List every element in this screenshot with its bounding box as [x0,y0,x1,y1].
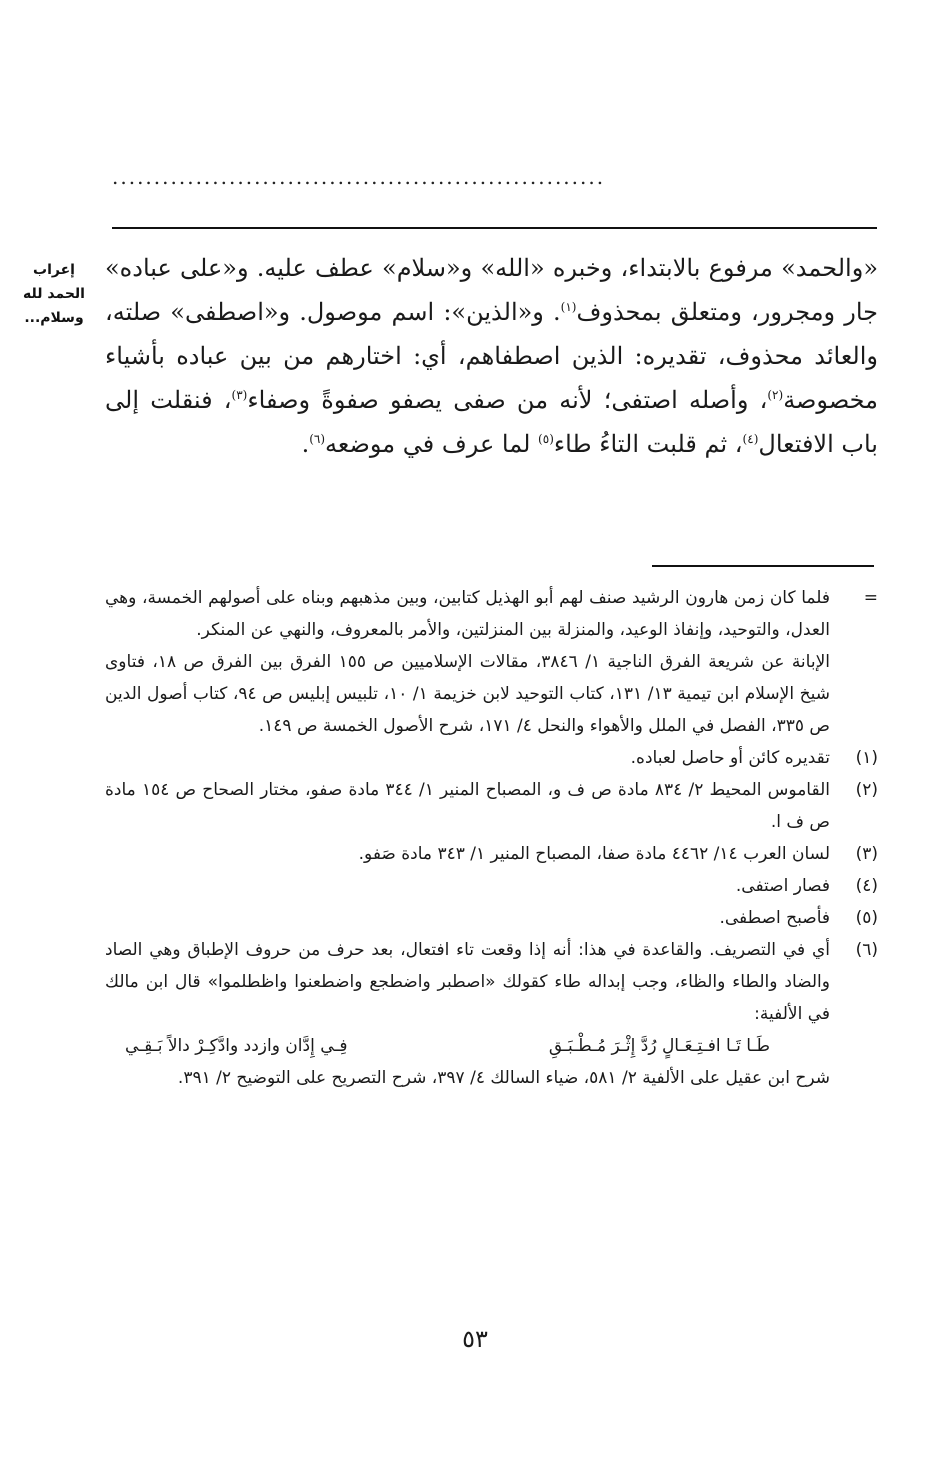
footnote-ref: (٦) [309,432,326,446]
footnote-text: القاموس المحيط ٢/ ٨٣٤ مادة ص ف و، المصباح المنير ١/ ٣٤٤ مادة صفو، مختار الصحاح ص ١٥٤ مادة ص ف ا. [105,780,830,832]
footnote-continuation [105,582,878,742]
footnote-ref: (٥) [538,432,554,446]
main-text-segment: . [301,430,310,458]
footnote-item [105,838,878,870]
margin-note [14,258,94,330]
main-text [105,246,878,466]
main-text-segment: ، فنقلت إلى باب الافتعال [105,386,878,458]
main-text-segment: ، ثم قلبت التاءُ طاء [553,430,743,458]
top-rule [112,227,877,229]
footnote-item [105,742,878,774]
footnote-item [105,902,878,934]
footnote-number: (٢) [855,780,878,800]
footnote-paragraph: فلما كان زمن هارون الرشيد صنف لهم أبو الهذيل كتابين، وبين مذهبهم وبناه على أصولهم الخمسة، وهي العدل، والتوحيد، وإنفاذ الوعيد، والمنزلة بين المنزلتين، والأمر بالمعروف، والنهي عن المنكر. [105,588,830,640]
main-paragraph [105,246,878,466]
verse-first-hemistich: طَـا تَـا افـتِـعَـالٍ رُدَّ إِثْـرَ مُـطْـبَـقِ [548,1036,770,1056]
margin-note-line: الحمد لله [23,286,85,302]
footnote-ref: (٤) [742,432,759,446]
main-text-segment: لما عرف في موضعه [325,430,539,458]
footnote-rule [652,565,874,567]
page-number: ٥٣ [462,1325,488,1353]
footnote-number: (١) [855,748,878,768]
footnote-text: فصار اصتفى. [735,876,830,896]
footnote-ref: (١) [560,300,577,314]
footnote-number: (٣) [855,844,878,864]
footnote-text: أي في التصريف. والقاعدة في هذا: أنه إذا وقعت تاء افتعال، بعد حرف من حروف الإطباق وهي الصاد والضاد والطاء والظاء، وجب إبداله طاء كقولك «اصطبر واضطجع واضطعنوا واظطلموا» قال ابن مالك في الألفية: [105,940,830,1024]
verse-second-hemistich: فِـي إِدَّان وازدد وادَّكِـرْ دالاً بَـقِـي [125,1036,348,1056]
footnote-paragraph: شرح ابن عقيل على الألفية ٢/ ٥٨١، ضياء السالك ٤/ ٣٩٧، شرح التصريح على التوضيح ٢/ ٣٩١. [177,1068,830,1088]
footnote-number: (٦) [855,940,878,960]
footnote-ref: (٢) [767,388,784,402]
footnote-text: فأصبح اصطفى. [719,908,830,928]
footnote-number: (٤) [855,876,878,896]
poetry-verse [105,1030,830,1062]
continuation-marker: = [863,588,878,608]
footnote-text: تقديره كائن أو حاصل لعباده. [630,748,830,768]
main-text-segment: ، وأصله اصتفى؛ لأنه من صفى يصفو صفوةً وصفاء [247,386,768,414]
footnotes [105,582,878,1094]
footnote-ref: (٣) [231,388,248,402]
margin-note-line: إعراب [33,262,75,278]
footnote-paragraph: الإبانة عن شريعة الفرق الناجية ١/ ٣٨٤٦، مقالات الإسلاميين ص ١٥٥ الفرق بين الفرق ص ١٨، فتاوى شيخ الإسلام ابن تيمية ١٣/ ١٣١، كتاب التوحيد لابن خزيمة ١/ ١٠، تلبيس إبليس ص ٩٤، كتاب أصول الدين ص ٣٣٥، الفصل في الملل والأهواء والنحل ٤/ ١٧١، شرح الأصول الخمسة ص ١٤٩. [105,652,830,736]
footnote-number: (٥) [855,908,878,928]
footnote-item [105,774,878,838]
main-text-segment: . و«الذين»: اسم موصول. و«اصطفى» صلته، والعائد محذوف، تقديره: الذين اصطفاهم، أي: اختارهم من بين عباده بأشياء مخصوصة [105,298,878,414]
margin-note-line: وسلام... [24,310,84,326]
main-text-segment: «والحمد» مرفوع بالابتداء، وخبره «الله» و«سلام» عطف عليه. و«على عباده» جار ومجرور، ومتعلق بمحذوف [105,254,878,326]
footnote-item [105,870,878,902]
footnote-item [105,934,878,1094]
dotted-separator: ........................................................... [112,165,606,189]
footnote-text: لسان العرب ١٤/ ٤٤٦٢ مادة صفا، المصباح المنير ١/ ٣٤٣ مادة صَفو. [358,844,830,864]
